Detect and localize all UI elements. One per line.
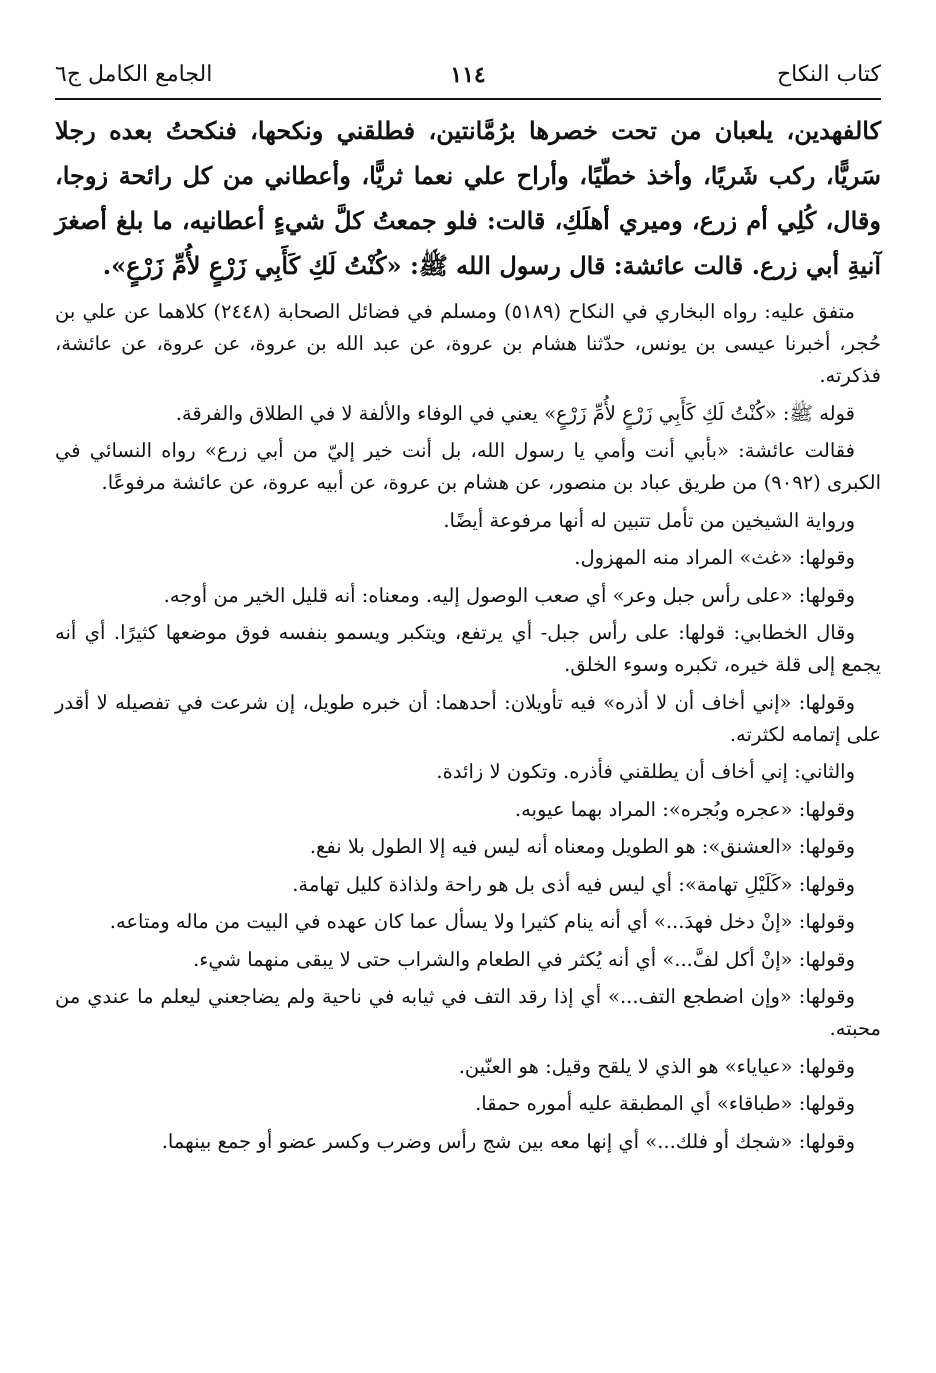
paragraph: وقولها: «كَلَيْلِ تهامة»: أي ليس فيه أذى بل هو راحة ولذاذة كليل تهامة. <box>292 872 855 896</box>
paragraph: فقالت عائشة: «بأبي أنت وأمي يا رسول الله، بل أنت خير إليّ من أبي زرع» رواه النسائي في الكبرى (٩٠٩٢) من طريق عباد بن منصور، عن هشام بن عروة، عن أبيه عروة، عن عائشة مرفوعًا. <box>55 439 881 494</box>
commentary <box>55 296 881 1158</box>
paragraph: وقولها: «غث» المراد منه المهزول. <box>574 546 855 569</box>
paragraph: وقولها: «على رأس جبل وعر» أي صعب الوصول إليه. ومعناه: أنه قليل الخير من أوجه. <box>163 583 855 607</box>
chapter-title: كتاب النكاح <box>776 62 881 87</box>
paragraph: قوله ﷺ: «كُنْتُ لَكِ كَأَبِي زَرْعٍ لأُمِّ زَرْعٍ» يعني في الوفاء والألفة لا في الطلاق والفرقة. <box>175 401 855 425</box>
paragraph: وقولها: «إني أخاف أن لا أذره» فيه تأويلان: أحدهما: أن خبره طويل، إن شرعت في تفصيله لا أقدر على إتمامه لكثرته. <box>55 690 881 746</box>
book-page <box>55 52 881 1333</box>
paragraph: وقولها: «عياياء» هو الذي لا يلقح وقيل: هو العنّين. <box>458 1054 855 1078</box>
book-title: الجامع الكامل ج٦ <box>55 62 213 87</box>
paragraph: والثاني: إني أخاف أن يطلقني فأذره. وتكون لا زائدة. <box>436 760 855 783</box>
page-number: ١١٤ <box>450 62 486 88</box>
paragraph: وقولها: «عجره وبُجره»: المراد بهما عيوبه. <box>514 797 855 821</box>
page-header <box>55 52 881 100</box>
paragraph-takhrij: متفق عليه: رواه البخاري في النكاح (٥١٨٩) ومسلم في فضائل الصحابة (٢٤٤٨) كلاهما عن علي بن حُجر، أخبرنا عيسى بن يونس، حدّثنا هشام بن عروة، عن عبد الله بن عروة، عن عروة، عن عائشة، فذكرته. <box>55 300 881 387</box>
paragraph: وقولها: «طباقاء» أي المطبقة عليه أموره حمقا. <box>475 1092 855 1115</box>
paragraph: ورواية الشيخين من تأمل تتبين له أنها مرفوعة أيضًا. <box>443 508 855 532</box>
paragraph: وقال الخطابي: قولها: على رأس جبل- أي يرتفع، ويتكبر ويسمو بنفسه فوق موضعها كثيرًا. أي أنه يجمع إلى قلة خيره، تكبره وسوء الخلق. <box>55 621 881 676</box>
paragraph: وقولها: «العشنق»: هو الطويل ومعناه أنه ليس فيه إلا الطول بلا نفع. <box>309 835 855 858</box>
hadith-text: كالفهدين، يلعبان من تحت خصرها برُمَّانتين، فطلقني ونكحها، فنكحتُ بعده رجلا سَريًّا، ركب شَريًا، وأخذ خطّيًا، وأراح علي نعما ثريًّا، وأعطاني من كل رائحة زوجا، وقال، كُلِي أم زرع، وميري أهلَكِ، قالت: فلو جمعتُ كلَّ شيءٍ أعطانيه، ما بلغ أصغرَ آنيةِ أبي زرع. قالت عائشة: قال رسول الله ﷺ: «كُنْتُ لَكِ كَأَبِي زَرْعٍ لأُمِّ زَرْعٍ». <box>55 116 882 280</box>
paragraph: وقولها: «إنْ دخل فهدَ...» أي أنه ينام كثيرا ولا يسأل عما كان عهده في البيت من ماله ومتاعه. <box>109 910 855 933</box>
paragraph: وقولها: «شجك أو فلك...» أي إنها معه بين شج رأس وضرب وكسر عضو أو جمع بينهما. <box>161 1129 855 1153</box>
paragraph: وقولها: «إنْ أكل لفَّ...» أي أنه يُكثر في الطعام والشراب حتى لا يبقى منهما شيء. <box>193 947 855 971</box>
paragraph: وقولها: «وإن اضطجع التف...» أي إذا رقد التف في ثيابه في ناحية ولم يضاجعني ليعلم ما عندي من محبته. <box>55 985 881 1040</box>
